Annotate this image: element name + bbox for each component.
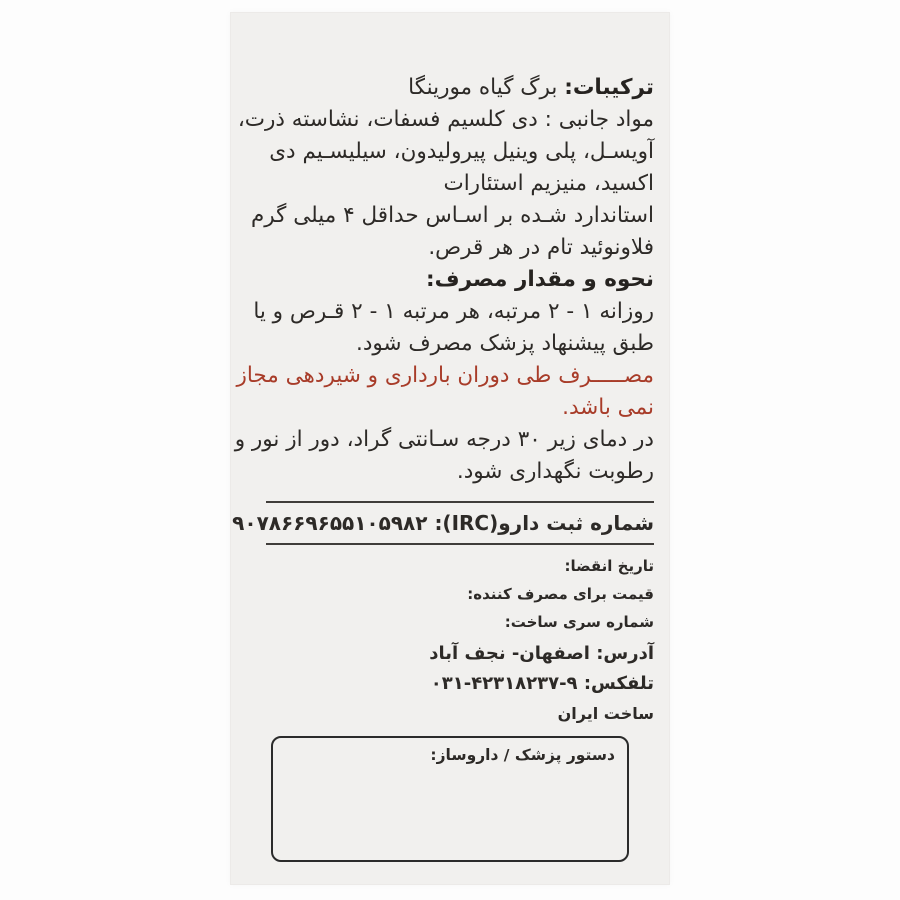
registration-section (232, 501, 654, 545)
irc-number: ۹۰۷۸۶۶۹۶۵۵۱۰۵۹۸۲ (232, 511, 428, 535)
medicine-box-side-panel (230, 12, 670, 885)
irc-line (232, 503, 654, 543)
composition-value: برگ گیاه مورینگا (408, 75, 558, 100)
expiry-date-field: تاریخ انقضا: (564, 557, 654, 575)
storage-line-2: رطوبت نگهداری شود. (456, 459, 654, 484)
excipients-line-2: آویسـل، پلی وینیل پیرولیدون، سیلیسـیم دی (269, 139, 654, 164)
label-content (231, 13, 669, 884)
composition-line (246, 72, 654, 104)
pregnancy-warning-line-1: مصـــــرف طی دوران بارداری و شیردهی مجاز (236, 363, 654, 388)
excipients-line-3: اکسید، منیزیم استئارات (443, 171, 654, 196)
composition-label: ترکیبات: (564, 75, 654, 100)
divider-bottom (266, 543, 654, 545)
made-in-line: ساخت ایران (557, 704, 654, 723)
storage-line-1: در دمای زیر ۳۰ درجه سـانتی گراد، دور از نور و (234, 427, 654, 452)
prescription-box-label: دستور پزشک / داروساز: (430, 746, 615, 764)
dosage-line-1: روزانه ۱ - ۲ مرتبه، هر مرتبه ۱ - ۲ قـرص و یا (253, 299, 654, 324)
telefax-number: ۰۳۱-۴۲۳۱۸۲۳۷-۹ (430, 673, 578, 694)
consumer-price-field: قیمت برای مصرف کننده: (467, 585, 654, 603)
address-line (246, 639, 654, 669)
standardization-line-2: فلاونوئید تام در هر قرص. (428, 235, 654, 260)
blank-fields-section (246, 552, 654, 636)
standardization-line-1: استاندارد شـده بر اسـاس حداقل ۴ میلی گرم (251, 203, 654, 228)
excipients-line-1: مواد جانبی : دی کلسیم فسفات، نشاسته ذرت، (237, 107, 654, 132)
irc-label: شماره ثبت دارو(IRC): (434, 511, 654, 535)
telefax-label: تلفکس: (583, 673, 654, 694)
pregnancy-warning-line-2: نمی باشد. (562, 395, 654, 420)
prescription-box (271, 736, 629, 862)
batch-number-field: شماره سری ساخت: (504, 613, 654, 631)
main-text-block (234, 13, 654, 488)
address-label: آدرس: (596, 643, 654, 664)
dosage-line-2: طبق پیشنهاد پزشک مصرف شود. (356, 331, 654, 356)
telefax-line (246, 669, 654, 699)
address-value: اصفهان- نجف آباد (429, 643, 590, 664)
dosage-heading: نحوه و مقدار مصرف: (426, 267, 654, 292)
manufacturer-section (246, 639, 654, 729)
